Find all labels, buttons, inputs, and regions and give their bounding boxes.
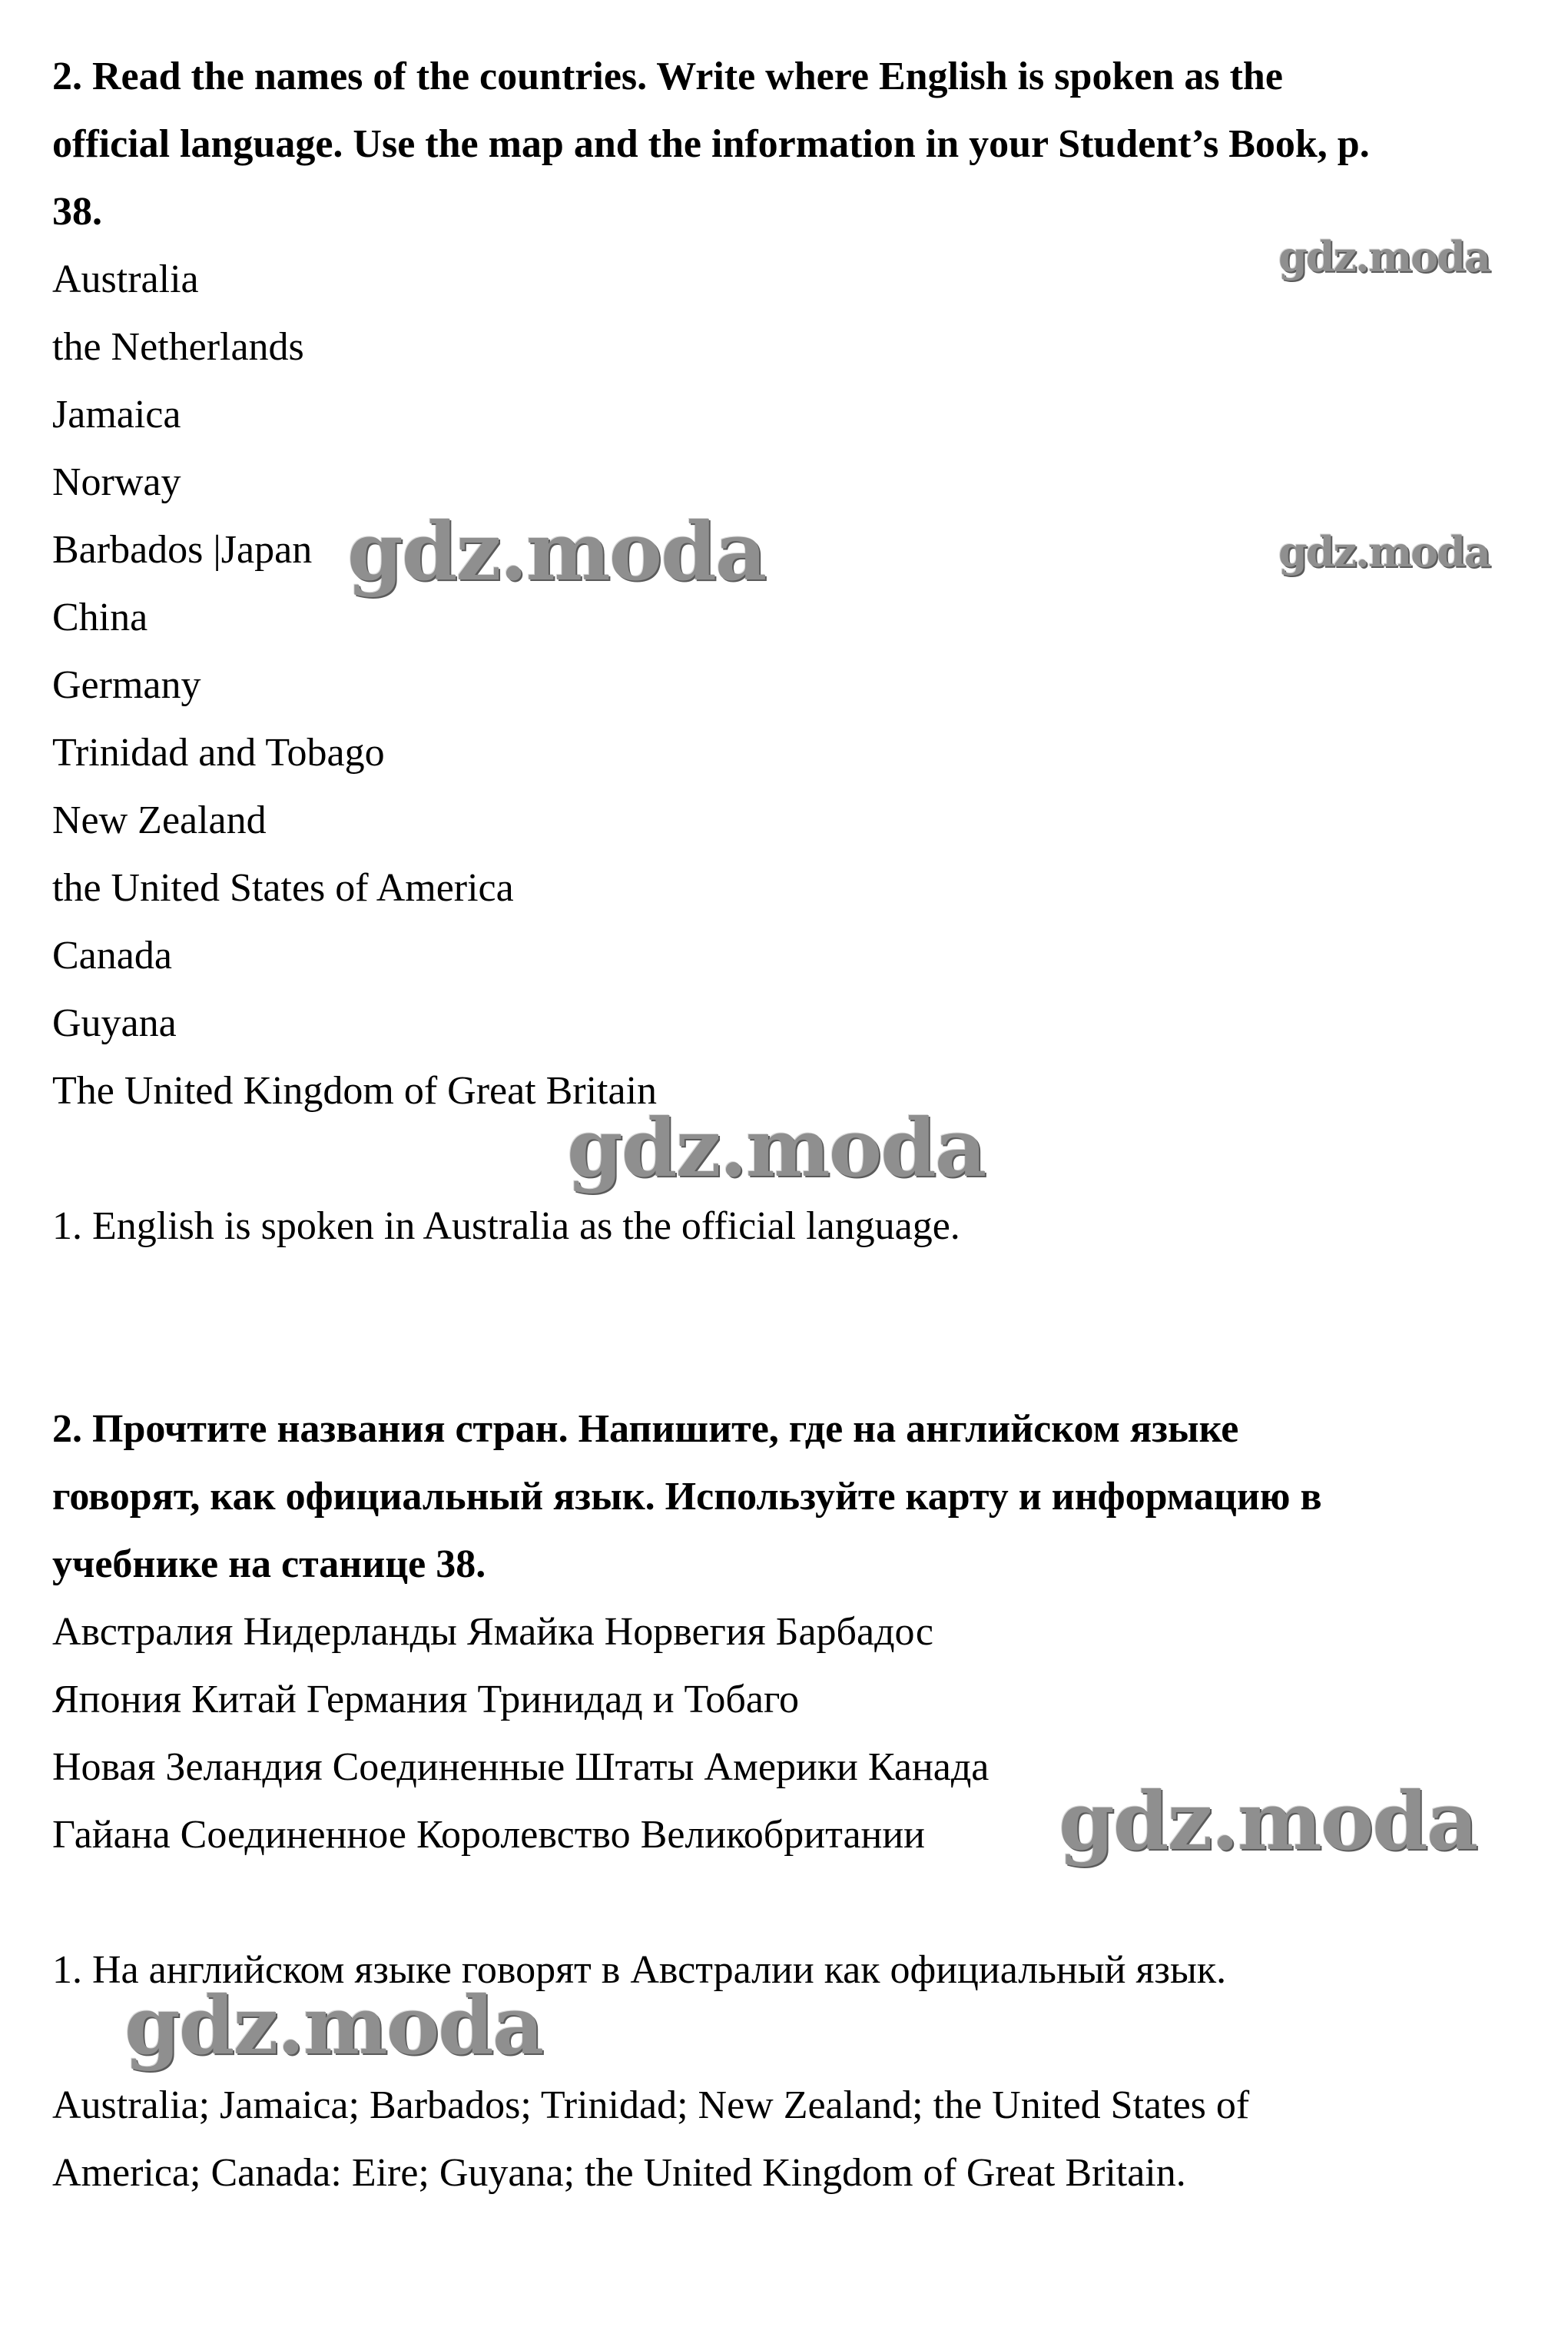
- country-item: New Zealand: [52, 798, 267, 842]
- answer-line: Australia; Jamaica; Barbados; Trinidad; New Zealand; the United States of: [52, 2083, 1250, 2127]
- example-sentence-en: 1. English is spoken in Australia as the official language.: [52, 1204, 960, 1248]
- country-item: Barbados |Japan: [52, 528, 313, 572]
- country-item: Guyana: [52, 1001, 177, 1045]
- heading-line: говорят, как официальный язык. Используйте карту и информацию в: [52, 1475, 1322, 1519]
- heading-line: учебнике на станице 38.: [52, 1542, 486, 1586]
- watermark-logo: gdz.moda: [1278, 232, 1490, 281]
- country-line: Австралия Нидерланды Ямайка Норвегия Барбадос: [52, 1610, 933, 1654]
- spacer: [52, 1260, 1535, 1396]
- country-list-en: [52, 246, 1535, 1125]
- example-sentence-ru: 1. На английском языке говорят в Австралии как официальный язык.: [52, 1948, 1227, 1992]
- spacer: [52, 1869, 1535, 1937]
- exercise-heading-ru: [52, 1396, 1535, 1598]
- country-item: Norway: [52, 460, 181, 504]
- country-item: Germany: [52, 663, 201, 707]
- country-item: the United States of America: [52, 866, 514, 910]
- country-item: Canada: [52, 934, 172, 978]
- answer-line: America; Canada: Eire; Guyana; the United Kingdom of Great Britain.: [52, 2151, 1186, 2195]
- heading-line: official language. Use the map and the information in your Student’s Book, p.: [52, 122, 1370, 166]
- country-line: Новая Зеландия Соединенные Штаты Америки Канада: [52, 1745, 990, 1789]
- exercise-heading-en: [52, 43, 1535, 246]
- country-item: Australia: [52, 257, 199, 301]
- spacer: [52, 2004, 1535, 2072]
- country-list-ru: [52, 1598, 1535, 1869]
- heading-line: 2. Read the names of the countries. Write where English is spoken as the: [52, 55, 1283, 98]
- spacer: [52, 1125, 1535, 1193]
- answer-block: [52, 2072, 1535, 2207]
- country-item: China: [52, 596, 148, 639]
- watermark-logo: gdz.moda: [347, 504, 766, 599]
- watermark-logo: gdz.moda: [1278, 527, 1490, 576]
- country-line: Гайана Соединенное Королевство Великобритании: [52, 1813, 926, 1857]
- country-item: The United Kingdom of Great Britain: [52, 1069, 658, 1113]
- country-item: the Netherlands: [52, 325, 304, 369]
- watermark-logo: gdz.moda: [567, 1100, 986, 1195]
- watermark-logo: gdz.moda: [1059, 1774, 1477, 1868]
- heading-line: 38.: [52, 190, 102, 234]
- country-line: Япония Китай Германия Тринидад и Тобаго: [52, 1678, 799, 1721]
- heading-line: 2. Прочтите названия стран. Напишите, где на английском языке: [52, 1407, 1239, 1451]
- country-item: Trinidad and Tobago: [52, 731, 385, 775]
- document-page: [52, 43, 1535, 2207]
- watermark-logo: gdz.moda: [124, 1978, 543, 2073]
- country-item: Jamaica: [52, 393, 181, 437]
